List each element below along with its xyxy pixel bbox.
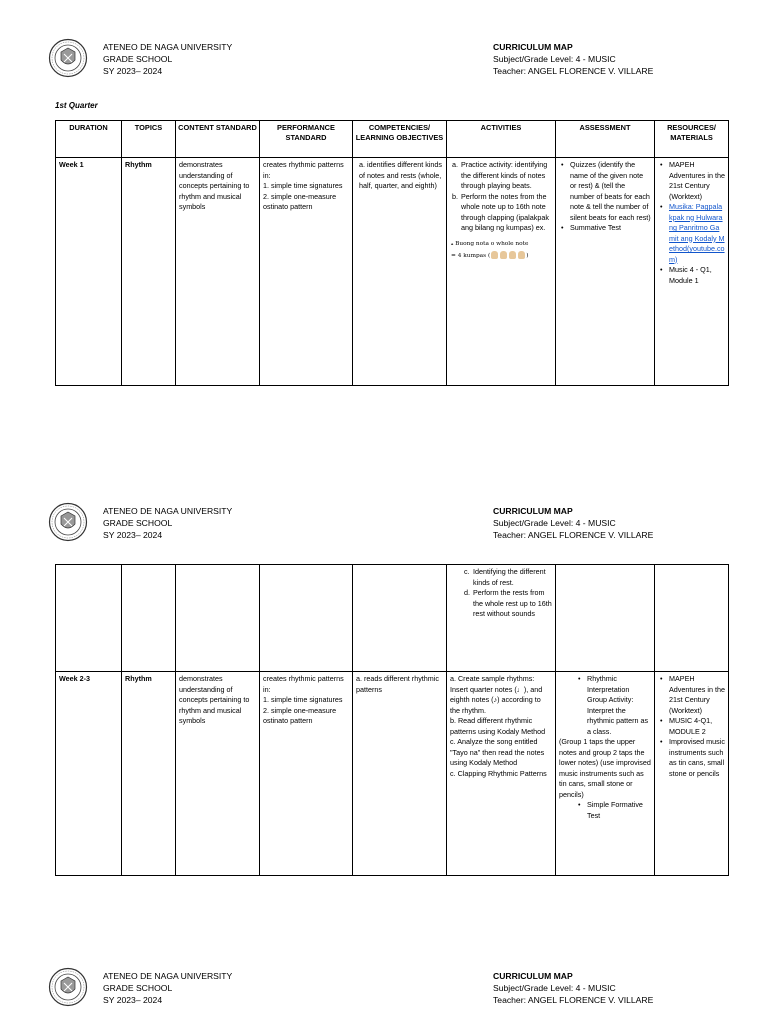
university-seal-logo bbox=[48, 502, 88, 542]
clap-hand-icon bbox=[518, 251, 525, 259]
duration-cell: Week 1 bbox=[56, 158, 122, 386]
school-info bbox=[103, 970, 232, 1006]
list-item: a. Create sample rhythms: Insert quarter notes (♩), and eighth notes (♪) according to the rhythm. bbox=[450, 674, 543, 715]
list-item: d. Perform the rests from the whole rest up to 16th rest without sounds bbox=[464, 588, 552, 618]
school-info bbox=[103, 505, 232, 541]
duration-cell: Week 2-3 bbox=[56, 672, 122, 876]
curriculum-table-week1 bbox=[55, 120, 729, 386]
school-division: GRADE SCHOOL bbox=[103, 518, 173, 528]
list-item: • MAPEH Adventures in the 21st Century (Worktext) bbox=[660, 160, 725, 201]
whole-note-icon: 𝅝 bbox=[451, 240, 454, 247]
resources-cell bbox=[655, 158, 729, 386]
list-item: b. Perform the notes from the whole note up to 16th note through clapping (ipalakpak ang bilang ng kumpas) ex. bbox=[452, 191, 549, 232]
assessment-cell bbox=[556, 158, 655, 386]
university-seal-logo bbox=[48, 967, 88, 1007]
resources-cell bbox=[655, 672, 729, 876]
school-division: GRADE SCHOOL bbox=[103, 983, 173, 993]
table-row bbox=[56, 565, 729, 672]
list-item: • Summative Test bbox=[561, 223, 621, 232]
page-header bbox=[0, 970, 768, 1020]
page-header bbox=[0, 505, 768, 555]
activities-cell bbox=[447, 158, 556, 386]
list-item: c. Clapping Rhythmic Patterns bbox=[450, 768, 547, 778]
performance-standard-cell: creates rhythmic patterns in: 1. simple time signatures 2. simple one-measure ostinato pattern bbox=[260, 672, 353, 876]
university-seal-logo bbox=[48, 38, 88, 78]
clap-hand-icon bbox=[491, 251, 498, 259]
map-title: CURRICULUM MAP bbox=[493, 506, 573, 516]
list-item: a. Practice activity: identifying the different kinds of notes through playing beats. bbox=[452, 160, 548, 190]
table-row bbox=[56, 158, 729, 386]
activities-cell bbox=[447, 565, 556, 672]
subject-grade-level: Subject/Grade Level: 4 - MUSIC bbox=[493, 983, 616, 993]
school-year: SY 2023– 2024 bbox=[103, 995, 163, 1005]
assessment-cell bbox=[556, 672, 655, 876]
table-header-row bbox=[56, 121, 729, 158]
list-item: • MAPEH Adventures in the 21st Century (Worktext) bbox=[660, 674, 725, 715]
page-header bbox=[0, 41, 768, 91]
list-item: • Simple Formative Test bbox=[578, 800, 643, 820]
list-item: b. Read different rhythmic patterns using Kodaly Method bbox=[450, 716, 546, 736]
curriculum-map-info bbox=[493, 505, 653, 541]
map-title: CURRICULUM MAP bbox=[493, 42, 573, 52]
clap-hand-icon bbox=[509, 251, 516, 259]
col-duration: DURATION bbox=[56, 121, 122, 158]
clap-hand-icon bbox=[500, 251, 507, 259]
school-info bbox=[103, 41, 232, 77]
youtube-video-link[interactable]: Musika: Pagpalakpak ng Hulwarang Panritmo Gamit ang Kodaly Method(youtube.com) bbox=[669, 202, 725, 264]
map-title: CURRICULUM MAP bbox=[493, 971, 573, 981]
col-competencies: COMPETENCIES/ LEARNING OBJECTIVES bbox=[353, 121, 447, 158]
col-resources: RESOURCES/ MATERIALS bbox=[655, 121, 729, 158]
curriculum-map-info bbox=[493, 41, 653, 77]
content-standard-cell: demonstrates understanding of concepts pertaining to rhythm and musical symbols bbox=[176, 672, 260, 876]
school-year: SY 2023– 2024 bbox=[103, 66, 163, 76]
school-year: SY 2023– 2024 bbox=[103, 530, 163, 540]
col-performance-standard: PERFORMANCE STANDARD bbox=[260, 121, 353, 158]
table-row bbox=[56, 672, 729, 876]
whole-note-example: 𝅝 Buong nota o whole note = 4 kumpas ( ) bbox=[451, 240, 529, 259]
teacher-name: Teacher: ANGEL FLORENCE V. VILLARE bbox=[493, 995, 654, 1005]
col-content-standard: CONTENT STANDARD bbox=[176, 121, 260, 158]
competency-cell: a. identifies different kinds of notes and rests (whole, half, quarter, and eighth) bbox=[353, 158, 447, 386]
list-item: • MUSIC 4-Q1, MODULE 2 bbox=[660, 716, 713, 736]
subject-grade-level: Subject/Grade Level: 4 - MUSIC bbox=[493, 54, 616, 64]
performance-standard-cell: creates rhythmic patterns in: 1. simple time signatures 2. simple one-measure ostinato pattern bbox=[260, 158, 353, 386]
curriculum-table-week2-3 bbox=[55, 564, 729, 876]
list-item: • Improvised music instruments such as tin cans, small stone or pencils bbox=[660, 737, 725, 778]
list-item: • Rhythmic Interpretation Group Activity: Interpret the rhythmic pattern as a class. bbox=[578, 674, 649, 736]
school-name: ATENEO DE NAGA UNIVERSITY bbox=[103, 506, 233, 516]
competency-cell: a. reads different rhythmic patterns bbox=[353, 672, 447, 876]
assessment-note: (Group 1 taps the upper notes and group 2 taps the lower notes) (use improvised music instruments such as tin cans, small stone or pencils) bbox=[559, 737, 651, 799]
col-assessment: ASSESSMENT bbox=[556, 121, 655, 158]
curriculum-map-info bbox=[493, 970, 653, 1006]
topic-cell: Rhythm bbox=[122, 158, 176, 386]
school-division: GRADE SCHOOL bbox=[103, 54, 173, 64]
quarter-label: 1st Quarter bbox=[55, 101, 98, 110]
topic-cell: Rhythm bbox=[122, 672, 176, 876]
content-standard-cell: demonstrates understanding of concepts pertaining to rhythm and musical symbols bbox=[176, 158, 260, 386]
school-name: ATENEO DE NAGA UNIVERSITY bbox=[103, 42, 233, 52]
list-item: c. Analyze the song entitled "Tayo na" then read the notes using Kodaly Method bbox=[450, 737, 545, 767]
subject-grade-level: Subject/Grade Level: 4 - MUSIC bbox=[493, 518, 616, 528]
col-activities: ACTIVITIES bbox=[447, 121, 556, 158]
list-item: c. Identifying the different kinds of rest. bbox=[464, 567, 546, 587]
list-item: • Music 4 - Q1, Module 1 bbox=[660, 265, 712, 285]
teacher-name: Teacher: ANGEL FLORENCE V. VILLARE bbox=[493, 66, 654, 76]
col-topics: TOPICS bbox=[122, 121, 176, 158]
list-item: • Quizzes (identify the name of the given note or rest) & (tell the number of beats for each note & tell the number of silent beats for each rest) bbox=[561, 160, 651, 222]
activities-cell bbox=[447, 672, 556, 876]
school-name: ATENEO DE NAGA UNIVERSITY bbox=[103, 971, 233, 981]
teacher-name: Teacher: ANGEL FLORENCE V. VILLARE bbox=[493, 530, 654, 540]
list-item: • Musika: Pagpalakpak ng Hulwarang Panritmo Gamit ang Kodaly Method(youtube.com) bbox=[660, 202, 725, 264]
